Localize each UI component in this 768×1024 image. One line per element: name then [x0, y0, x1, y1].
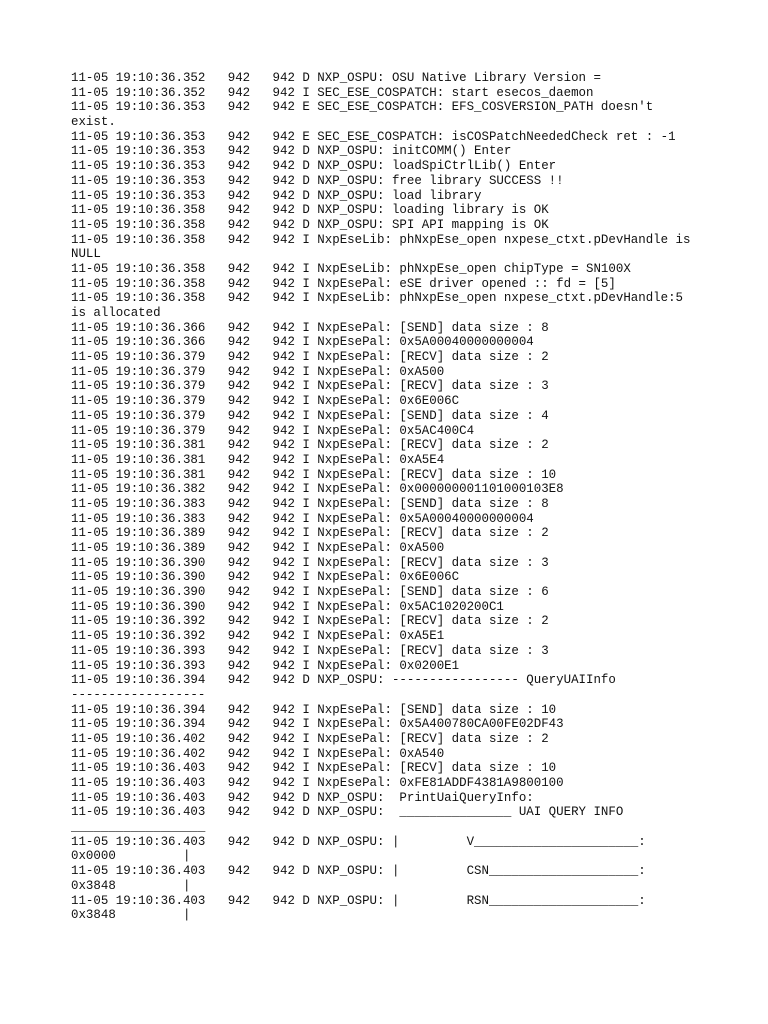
log-line: 11-05 19:10:36.352 942 942 D NXP_OSPU: OSU Native Library Version =	[71, 71, 601, 85]
log-document	[71, 71, 711, 923]
log-line: 11-05 19:10:36.352 942 942 I SEC_ESE_COSPATCH: start esecos_daemon	[71, 85, 594, 100]
log-line: 11-05 19:10:36.379 942 942 I NxpEsePal: 0x5AC400C4	[71, 423, 475, 438]
log-line: 11-05 19:10:36.403 942 942 I NxpEsePal: [RECV] data size : 10	[71, 761, 557, 776]
log-line: 11-05 19:10:36.379 942 942 I NxpEsePal: 0x6E006C	[71, 394, 460, 409]
log-line: 11-05 19:10:36.353 942 942 D NXP_OSPU: free library SUCCESS !!	[71, 173, 564, 188]
log-line: 11-05 19:10:36.403 942 942 D NXP_OSPU: PrintUaiQueryInfo:	[71, 790, 534, 805]
log-line: 11-05 19:10:36.353 942 942 E SEC_ESE_COSPATCH: isCOSPatchNeededCheck ret : -1	[71, 129, 676, 144]
log-line: 11-05 19:10:36.402 942 942 I NxpEsePal: [RECV] data size : 2	[71, 731, 549, 746]
log-line: 11-05 19:10:36.390 942 942 I NxpEsePal: [SEND] data size : 6	[71, 585, 549, 600]
log-line: 11-05 19:10:36.403 942 942 D NXP_OSPU: | RSN____________________:	[71, 893, 646, 908]
log-line: 11-05 19:10:36.383 942 942 I NxpEsePal: [SEND] data size : 8	[71, 496, 549, 511]
log-line: 11-05 19:10:36.358 942 942 D NXP_OSPU: loading library is OK	[71, 203, 549, 218]
log-line: 11-05 19:10:36.353 942 942 D NXP_OSPU: loadSpiCtrlLib() Enter	[71, 159, 557, 174]
log-line: 11-05 19:10:36.389 942 942 I NxpEsePal: [RECV] data size : 2	[71, 526, 549, 541]
log-line: 11-05 19:10:36.353 942 942 D NXP_OSPU: load library	[71, 188, 482, 203]
log-line: 11-05 19:10:36.392 942 942 I NxpEsePal: [RECV] data size : 2	[71, 614, 549, 629]
log-line: 11-05 19:10:36.389 942 942 I NxpEsePal: 0xA500	[71, 541, 445, 555]
log-line: 11-05 19:10:36.402 942 942 I NxpEsePal: 0xA540	[71, 746, 445, 761]
log-line: 11-05 19:10:36.393 942 942 I NxpEsePal: [RECV] data size : 3	[71, 643, 549, 658]
log-line: is allocated	[71, 306, 161, 320]
log-line: 11-05 19:10:36.394 942 942 D NXP_OSPU: ----------------- QueryUAIInfo	[71, 673, 616, 688]
log-line: 11-05 19:10:36.383 942 942 I NxpEsePal: 0x5A00040000000004	[71, 511, 534, 526]
log-line: 11-05 19:10:36.353 942 942 E SEC_ESE_COSPATCH: EFS_COSVERSION_PATH doesn't	[71, 100, 654, 115]
log-line: 11-05 19:10:36.390 942 942 I NxpEsePal: 0x5AC1020200C1	[71, 599, 504, 614]
log-line: 11-05 19:10:36.358 942 942 D NXP_OSPU: SPI API mapping is OK	[71, 217, 549, 232]
log-line: 11-05 19:10:36.353 942 942 D NXP_OSPU: initCOMM() Enter	[71, 144, 512, 159]
log-line: 0x0000 |	[71, 849, 191, 864]
log-line: 11-05 19:10:36.403 942 942 D NXP_OSPU: _______________ UAI QUERY INFO	[71, 805, 624, 820]
log-line: 11-05 19:10:36.358 942 942 I NxpEsePal: eSE driver opened :: fd = [5]	[71, 276, 616, 291]
log-line: 11-05 19:10:36.358 942 942 I NxpEseLib: phNxpEse_open nxpese_ctxt.pDevHandle:5	[71, 291, 684, 306]
log-line: 11-05 19:10:36.381 942 942 I NxpEsePal: 0xA5E4	[71, 452, 445, 467]
log-line: 11-05 19:10:36.379 942 942 I NxpEsePal: [RECV] data size : 3	[71, 379, 549, 394]
log-line: 11-05 19:10:36.403 942 942 D NXP_OSPU: | CSN____________________:	[71, 864, 646, 879]
log-line: NULL	[71, 247, 101, 262]
log-line: 11-05 19:10:36.394 942 942 I NxpEsePal: [SEND] data size : 10	[71, 702, 557, 717]
log-line: 11-05 19:10:36.358 942 942 I NxpEseLib: phNxpEse_open chipType = SN100X	[71, 261, 631, 276]
log-line: 11-05 19:10:36.382 942 942 I NxpEsePal: 0x000000001101000103E8	[71, 482, 564, 497]
log-line: exist.	[71, 115, 116, 130]
log-line: 11-05 19:10:36.381 942 942 I NxpEsePal: [RECV] data size : 10	[71, 467, 557, 482]
log-line: 11-05 19:10:36.379 942 942 I NxpEsePal: 0xA500	[71, 364, 445, 379]
log-line: 11-05 19:10:36.390 942 942 I NxpEsePal: 0x6E006C	[71, 570, 460, 585]
log-line: 11-05 19:10:36.390 942 942 I NxpEsePal: [RECV] data size : 3	[71, 555, 549, 570]
log-line: 11-05 19:10:36.393 942 942 I NxpEsePal: 0x0200E1	[71, 658, 460, 673]
log-line: 11-05 19:10:36.379 942 942 I NxpEsePal: [SEND] data size : 4	[71, 408, 549, 423]
log-line: 11-05 19:10:36.403 942 942 I NxpEsePal: 0xFE81ADDF4381A9800100	[71, 776, 564, 790]
log-line: 0x3848 |	[71, 908, 191, 923]
log-line: 11-05 19:10:36.381 942 942 I NxpEsePal: [RECV] data size : 2	[71, 438, 549, 453]
log-line: 11-05 19:10:36.366 942 942 I NxpEsePal: [SEND] data size : 8	[71, 320, 549, 335]
log-line: ------------------	[71, 687, 206, 702]
log-line: __________________	[71, 820, 206, 835]
log-line: 11-05 19:10:36.358 942 942 I NxpEseLib: phNxpEse_open nxpese_ctxt.pDevHandle is	[71, 232, 691, 247]
log-line: 11-05 19:10:36.394 942 942 I NxpEsePal: 0x5A400780CA00FE02DF43	[71, 717, 564, 732]
log-line: 11-05 19:10:36.366 942 942 I NxpEsePal: 0x5A00040000000004	[71, 335, 534, 350]
log-line: 0x3848 |	[71, 878, 191, 893]
log-line: 11-05 19:10:36.403 942 942 D NXP_OSPU: | V______________________:	[71, 834, 646, 849]
log-line: 11-05 19:10:36.379 942 942 I NxpEsePal: [RECV] data size : 2	[71, 350, 549, 365]
log-line: 11-05 19:10:36.392 942 942 I NxpEsePal: 0xA5E1	[71, 629, 445, 644]
